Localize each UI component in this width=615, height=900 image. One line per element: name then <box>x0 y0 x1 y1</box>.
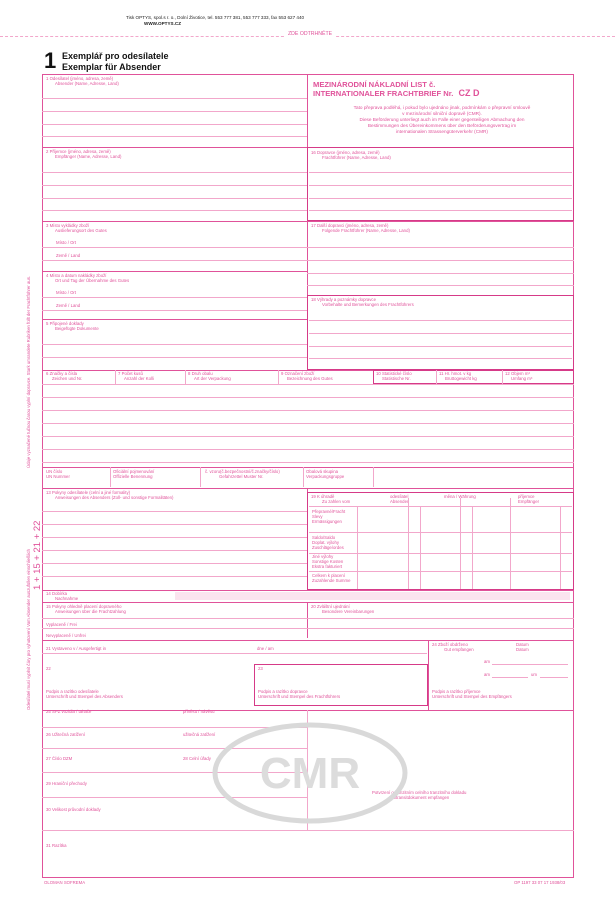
write-line <box>309 346 572 347</box>
section-divider <box>42 221 307 222</box>
field-label: 14 Dobírka <box>46 591 68 596</box>
write-line <box>42 524 307 525</box>
write-line <box>309 333 572 334</box>
field-25-trailer-plate[interactable]: přívěsu / návěsu <box>183 709 215 714</box>
col-label: UN číslo <box>46 469 63 474</box>
field-label: 15 Pokyny ohledně placení dopravného <box>46 604 122 609</box>
field-label: Datum <box>516 642 529 647</box>
field-24-goods-received[interactable] <box>432 642 474 652</box>
payment-row-freight <box>312 509 345 524</box>
field-label: Podpis a razítko příjemce <box>432 689 481 694</box>
field-21-issued-in[interactable]: 21 Vystaveno v / Ausgefertigt in <box>46 646 107 651</box>
field-17-successive-carriers[interactable] <box>311 223 410 233</box>
footer-left: OLOMAN SOFREMA <box>44 880 86 885</box>
row-label: Sonstige Kosten <box>312 559 344 564</box>
write-line <box>309 358 572 359</box>
field-label: 4 Místo a datum nakládky zboží <box>46 273 107 278</box>
notice-line: Diese Beförderung unterliegt auch im Falle einer gegenteiligen Abmachung den <box>359 117 525 123</box>
printer-info <box>126 15 426 26</box>
write-line <box>307 618 574 619</box>
field-label-de: Datum <box>516 647 529 652</box>
col-divider <box>472 506 473 589</box>
field-3-place: Místo / Ort <box>56 240 77 245</box>
cmr-watermark-text: CMR <box>259 749 361 798</box>
col-divider <box>115 370 116 384</box>
payment-row-line <box>309 532 572 533</box>
col-divider <box>428 640 429 710</box>
col-divider <box>185 370 186 384</box>
col-label: 8 Druh obalu <box>188 371 213 376</box>
un-official-name <box>113 469 154 479</box>
row-label: Jiné výlohy <box>312 554 334 559</box>
side-note-sender-fills <box>26 549 31 710</box>
field-19-to-be-paid <box>311 494 350 504</box>
col-label-de: Offizielle Benennung <box>113 474 153 479</box>
field-26-payload[interactable]: 26 Užitečná zatížení <box>46 732 85 737</box>
field-label: 1 Odesílatel (jméno, adresa, země) <box>46 76 114 81</box>
write-line <box>42 185 307 186</box>
col-label-de: Verpackungsgruppe <box>306 474 345 479</box>
notice-line: Tato přeprava podléhá, i pokud bylo ujednáno jinak, podmínkám o přepravní smlouvě <box>353 105 531 110</box>
field-22-sender-signature[interactable] <box>46 689 123 699</box>
write-line <box>42 618 307 619</box>
field-19-currency-col: měna / Währung <box>444 494 476 499</box>
transit-cz: Potvrzení o tranzitním celního tranzitního dokladu <box>372 790 467 795</box>
row-label: Přepravné/Fracht <box>312 509 346 514</box>
row-label: Zuzahlende Summe <box>312 578 351 583</box>
field-label: 5 Připojené doklady <box>46 321 84 326</box>
field-label: 20 Zvláštní ujednání <box>311 604 350 609</box>
col-divider <box>560 506 561 589</box>
payment-row-line <box>309 571 572 572</box>
write-line <box>42 136 307 137</box>
field-19-sender-col <box>390 494 408 504</box>
write-line <box>42 830 574 831</box>
field-label-de: Vorbehalte und Bemerkungen des Frachtführers <box>322 302 414 307</box>
field-label-de: Zu zahlen vom <box>322 499 351 504</box>
col-label-de: Zeichen und Nr. <box>52 376 83 381</box>
field-4-loading-place[interactable] <box>46 273 129 283</box>
write-line <box>309 185 572 186</box>
write-line <box>42 511 307 512</box>
field-16-carrier[interactable] <box>311 150 391 160</box>
col-label-de: Gefahrzettel Muster Nr. <box>219 474 264 479</box>
col-divider <box>303 467 304 487</box>
field-label-de: Ort und Tag der Übernahme des Gutes <box>55 278 130 283</box>
field-13-sender-instructions[interactable] <box>46 490 173 500</box>
write-line <box>42 124 307 125</box>
field-label-de: Gut empfangen <box>444 647 474 652</box>
field-27-dzm-number[interactable]: 27 Číslo DZM <box>46 756 73 761</box>
un-label-model <box>205 469 280 479</box>
col-packing <box>188 371 231 381</box>
row-label: Saldo/Saldo <box>312 535 336 540</box>
write-line <box>42 357 307 358</box>
write-line <box>42 550 307 551</box>
notice-line: Bestimmungen des Übereinkommens über den Beförderungsvertrag im <box>367 123 517 129</box>
col-divider <box>373 467 374 487</box>
write-line <box>492 677 528 678</box>
field-label: 19 K úhradě <box>311 494 335 499</box>
write-line <box>307 285 574 286</box>
write-line <box>309 172 572 173</box>
row-label-de: Zuschläge/ordes <box>312 545 344 550</box>
col-label: 12 Objem m³ <box>505 371 530 376</box>
col-divider <box>408 498 409 589</box>
col-weight <box>439 371 477 381</box>
side-note-de: Vom Absender auszufüllen einschließlich <box>26 549 31 627</box>
field-label: 3 Místo vykládky zboží <box>46 223 90 228</box>
field-24-um-label: am <box>484 672 490 677</box>
field-25-vehicle-plate[interactable]: 25 SPZ vozidla / tahače <box>46 709 92 714</box>
field-label: 24 Zboží obdrženo <box>432 642 468 647</box>
col-divider <box>436 370 437 384</box>
field-3-delivery-place[interactable] <box>46 223 107 233</box>
side-required-fields: 1 + 15 + 21 + 22 <box>32 520 43 590</box>
freight-paid-option[interactable]: Vyplaceně / Frei <box>46 622 77 627</box>
field-30-accompanying-docs[interactable]: 30 Velikost průvodní doklady <box>46 807 101 812</box>
col-divider <box>502 370 503 384</box>
write-line <box>42 247 307 248</box>
col-divider <box>420 506 421 589</box>
field-20-special-agreements[interactable] <box>311 604 374 614</box>
row-label: Slevy <box>312 514 323 519</box>
row-label: Doplat. výlohy <box>312 540 339 545</box>
goods-row-line <box>42 397 574 398</box>
un-number <box>46 469 70 479</box>
field-24-date-label <box>516 642 529 652</box>
field-label: 18 Výhrady a poznámky dopravce <box>311 297 376 302</box>
write-line <box>42 563 307 564</box>
field-5-documents[interactable] <box>46 321 99 331</box>
field-label-de: Unterschrift und Stempel des Frachtführers <box>258 694 341 699</box>
field-3-country: Země / Land <box>56 253 81 258</box>
write-line <box>42 297 307 298</box>
payment-row-line <box>309 506 572 507</box>
col-label-de: Empfänger <box>518 499 540 504</box>
col-label-de: Art der Verpackung <box>194 376 231 381</box>
field-24-am: am <box>484 659 490 664</box>
side-note-cz: Odesílatel musí vyplnit čáry pro vyhotovení <box>26 628 31 710</box>
section-divider <box>42 590 574 591</box>
col-volume <box>505 371 532 381</box>
field-label: 17 Další dopravci (jméno, adresa, země) <box>311 223 389 228</box>
field-label-de: Anweisungen des Absenders (Zoll- und sonstige Formalitäten) <box>55 495 174 500</box>
col-label: 11 Hr. hmot. v kg <box>439 371 472 376</box>
col-label-de: Bruttogewicht kg <box>445 376 477 381</box>
col-label-de: Anzahl der Kolli <box>124 376 154 381</box>
col-divider <box>460 498 461 589</box>
title-de-row <box>313 89 571 98</box>
field-29-border-crossings[interactable]: 29 Hraniční přechody <box>46 781 87 786</box>
field-23-carrier-signature-box <box>254 664 428 706</box>
field-19-recipient-col <box>518 494 539 504</box>
goods-row-line <box>42 423 574 424</box>
field-label-de: Auslieferungsort des Gutes <box>55 228 107 233</box>
field-label-de: Beigefügte Dokumente <box>55 326 99 331</box>
col-label: 6 Značky a čísla <box>46 371 78 376</box>
section-divider <box>42 488 574 489</box>
field-label: Podpis a razítko odesílatele <box>46 689 99 694</box>
goods-row-line <box>42 384 574 385</box>
side-note-de: Stark umrandete Rubriken füllt der Frachtführer aus. <box>26 275 31 376</box>
field-23-carrier-signature[interactable] <box>258 689 340 699</box>
cmr-notice <box>313 105 571 135</box>
copy-title-de: Exemplar für Absender <box>62 62 161 72</box>
payment-row-balance <box>312 535 344 550</box>
col-label: 7 Počet kusů <box>118 371 143 376</box>
col-label: odesílatel <box>390 494 409 499</box>
title-cz: MEZINÁRODNÍ NÁKLADNÍ LIST č. <box>313 80 436 89</box>
goods-row-line <box>42 436 574 437</box>
section-divider <box>42 710 574 711</box>
goods-row-line <box>42 449 574 450</box>
field-21-date[interactable]: dne / am <box>257 646 274 651</box>
payment-row-line <box>309 553 572 554</box>
section-divider <box>307 221 574 222</box>
field-4-place: Místo / Ort <box>56 290 77 295</box>
write-line <box>309 210 572 211</box>
printer-info-line1: Tisk OPTYS, spol.s r. o., Dolní Životice, tel. 553 777 381, 553 777 333, fax 553 627 440 <box>126 15 305 20</box>
field-label-de: Frachtführer (Name, Adresse, Land) <box>322 155 391 160</box>
cmr-watermark <box>210 720 410 826</box>
col-goods <box>281 371 333 381</box>
side-note-cz: Údaje vyznačené tučnou čarou vyplní dopravce. <box>26 376 31 468</box>
write-line <box>42 310 307 311</box>
write-line <box>309 198 572 199</box>
write-line <box>42 98 307 99</box>
col-label-de: Bezeichnung des Gutes <box>287 376 333 381</box>
col-divider <box>278 370 279 384</box>
write-line <box>42 537 307 538</box>
field-26-payload-trailer[interactable]: užitečná zatížení <box>183 732 216 737</box>
col-label: Obalová skupina <box>306 469 339 474</box>
field-label-de: Empfänger (Name, Adresse, Land) <box>55 154 122 159</box>
cod-amount-box[interactable] <box>175 592 570 600</box>
section-divider <box>42 467 574 468</box>
write-line <box>307 247 574 248</box>
freight-unpaid-option[interactable]: Nevyplaceně / Unfrei <box>46 633 86 638</box>
col-label: 9 Označení zboží <box>281 371 315 376</box>
write-line <box>42 198 307 199</box>
goods-row-line <box>42 462 574 463</box>
field-24-signature[interactable] <box>432 689 512 699</box>
col-label: příjemce <box>518 494 535 499</box>
write-line <box>307 628 574 629</box>
title-block <box>313 80 571 135</box>
field-label: 13 Pokyny odesílatele (celní a jiné formality) <box>46 490 131 495</box>
section-divider <box>42 271 307 272</box>
write-line <box>42 576 307 577</box>
write-line <box>42 653 427 654</box>
field-2-consignee[interactable] <box>46 149 121 159</box>
cut-here-label: ZDE ODTRHNĚTE <box>285 31 335 37</box>
field-22-number: 22 <box>46 666 51 671</box>
field-label-de: Unterschrift und Stempel des Empfängers <box>432 694 512 699</box>
field-24-um: um <box>531 672 537 677</box>
title-code: CZ D <box>458 88 480 98</box>
section-divider <box>42 640 574 641</box>
center-divider <box>307 602 308 638</box>
field-18-reservations[interactable] <box>311 297 414 307</box>
field-15-payment-instructions[interactable] <box>46 604 126 614</box>
col-label-de: UN Nummer <box>46 474 70 479</box>
write-line <box>540 677 568 678</box>
field-label-de: Absender (Name, Adresse, Land) <box>55 81 119 86</box>
write-line <box>309 320 572 321</box>
payment-row-other <box>312 554 343 569</box>
field-1-sender[interactable] <box>46 76 119 86</box>
field-23-number: 23 <box>258 666 263 671</box>
col-label: č. vzoru(č.bezpečnostní/č.značky/číslo) <box>205 469 280 474</box>
field-label-de: Anweisungen über die Frachtzahlung <box>55 609 126 614</box>
field-label: 16 Dopravce (jméno, adresa, země) <box>311 150 380 155</box>
field-28-customs-offices[interactable]: 28 Celní úřady <box>183 756 211 761</box>
row-label-de: Ermässigungen <box>312 519 342 524</box>
write-line <box>42 172 307 173</box>
field-label-de: Folgende Frachtführer (Name, Adresse, Land) <box>322 228 410 233</box>
field-31-stamps[interactable]: 31 Razítka <box>46 843 67 848</box>
transit-de: Zolltransitdokument empfangen <box>389 795 450 800</box>
notice-line: v mezinárodní silniční dopravě (CMR). <box>402 111 482 117</box>
notice-line: internationalen Strassengüterverkehr (CMR) <box>396 129 488 135</box>
un-packing-group <box>306 469 344 479</box>
copy-number: 1 <box>44 48 57 73</box>
write-line <box>42 628 307 629</box>
printer-website: WWW.OPTYS.CZ <box>144 20 182 26</box>
write-line <box>307 260 574 261</box>
col-statistic <box>376 371 412 381</box>
row-label-de: Ekstra fakturiert <box>312 564 343 569</box>
field-label-de: Besondere Vereinbarungen <box>322 609 375 614</box>
write-line <box>42 210 307 211</box>
field-14-cash-on-delivery <box>46 591 78 601</box>
col-label-de: Statistische Nr. <box>382 376 411 381</box>
col-divider <box>200 467 201 487</box>
title-de: INTERNATIONALER FRACHTBRIEF Nr. <box>313 89 454 98</box>
section-divider <box>42 602 574 603</box>
col-packages <box>118 371 154 381</box>
write-line <box>492 664 568 665</box>
footer-right: OP 1197 33 07 17 1938/03 <box>514 880 566 885</box>
col-marks <box>46 371 82 381</box>
col-divider <box>357 506 358 589</box>
col-label-de: Absender <box>390 499 409 504</box>
field-label-de: Unterschrift und Stempel des Absenders <box>46 694 123 699</box>
write-line <box>42 111 307 112</box>
write-line <box>307 273 574 274</box>
row-label: Celkem k placení <box>312 573 345 578</box>
field-label: Podpis a razítko dopravce <box>258 689 308 694</box>
field-4-country: Země / Land <box>56 303 81 308</box>
side-note-bold-fields <box>26 276 31 468</box>
copy-title <box>62 51 169 73</box>
copy-title-cz: Exemplář pro odesílatele <box>62 51 169 61</box>
col-divider <box>510 498 511 589</box>
write-line <box>42 344 307 345</box>
col-label: Oficiální pojmenování <box>113 469 155 474</box>
col-label: 10 Statistické číslo <box>376 371 412 376</box>
write-line <box>42 260 307 261</box>
col-label-de: Umfang m³ <box>511 376 533 381</box>
field-label-de: Nachnahme <box>55 596 79 601</box>
col-divider <box>110 467 111 487</box>
goods-row-line <box>42 410 574 411</box>
section-divider <box>42 319 307 320</box>
field-label: 2 Příjemce (jméno, adresa, země) <box>46 149 111 154</box>
payment-row-total <box>312 573 350 583</box>
